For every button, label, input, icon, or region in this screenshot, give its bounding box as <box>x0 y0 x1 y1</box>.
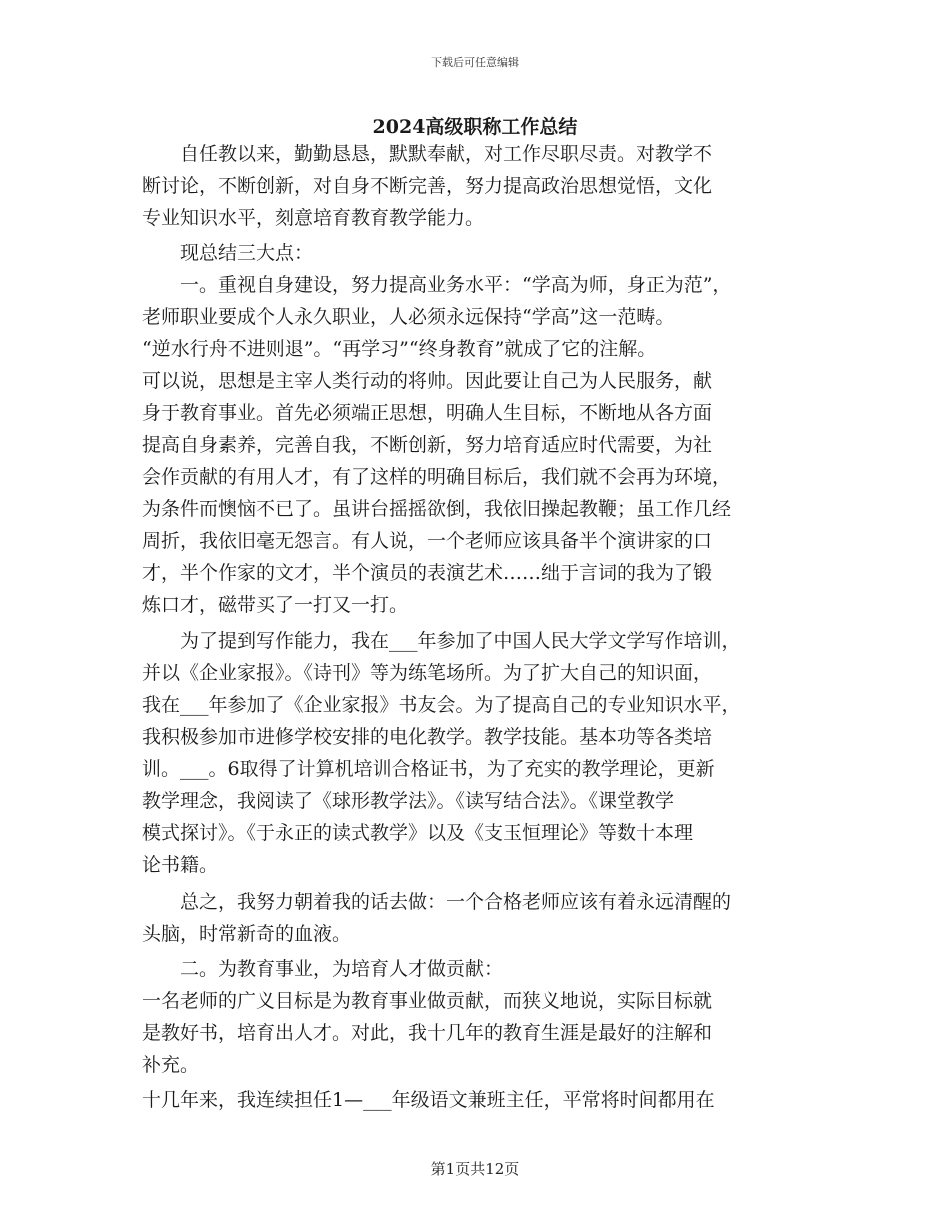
body-line: 二。为教育事业，为培育人才做贡献： <box>142 958 504 980</box>
body-line: 才，半个作家的文才，半个演员的表演艺术……绌于言词的我为了锻 <box>142 562 713 584</box>
body-line: 周折，我依旧毫无怨言。有人说，一个老师应该具备半个演讲家的口 <box>142 530 713 552</box>
document-title: 2024高级职称工作总结 <box>372 116 578 138</box>
body-line: 断讨论，不断创新，对自身不断完善，努力提高政治思想觉悟，文化 <box>142 175 713 197</box>
body-line: 总之，我努力朝着我的话去做：一个合格老师应该有着永远清醒的 <box>142 891 732 913</box>
body-line: 为条件而懊恼不已了。虽讲台摇摇欲倒，我依旧操起教鞭；虽工作几经 <box>142 498 732 520</box>
body-line: 炼口才，磁带买了一打又一打。 <box>142 594 409 616</box>
body-line: 模式探讨》。《于永正的读式教学》以及《支玉恒理论》等数十本理 <box>142 822 694 844</box>
body-line: 头脑，时常新奇的血液。 <box>142 923 352 945</box>
body-line: 老师职业要成个人永久职业，人必须永远保持“学高”这一范畴。 <box>142 306 675 328</box>
body-line: 身于教育事业。首先必须端正思想，明确人生目标，不断地从各方面 <box>142 402 713 424</box>
body-line: 十几年来，我连续担任1—___年级语文兼班主任，平常将时间都用在 <box>142 1089 715 1111</box>
body-line: “逆水行舟不进则退”。“再学习”“终身教育”就成了它的注解。 <box>142 338 657 360</box>
body-line: 论书籍。 <box>142 854 219 876</box>
body-line: 提高自身素养，完善自我，不断创新，努力培育适应时代需要，为社 <box>142 434 713 456</box>
body-line: 我积极参加市进修学校安排的电化教学。教学技能。基本功等各类培 <box>142 726 713 748</box>
body-line: 专业知识水平，刻意培育教育教学能力。 <box>142 207 485 229</box>
body-line: 自任教以来，勤勤恳恳，默默奉献，对工作尽职尽责。对教学不 <box>142 143 713 165</box>
body-line: 我在___年参加了《企业家报》书友会。为了提高自己的专业知识水平， <box>142 694 741 716</box>
body-line: 教学理念，我阅读了《球形教学法》。《读写结合法》。《课堂教学 <box>142 790 675 812</box>
body-line: 现总结三大点： <box>142 242 314 264</box>
page-number-footer: 第1页共12页 <box>430 1160 520 1178</box>
body-line: 是教好书，培育出人才。对此，我十几年的教育生涯是最好的注解和 <box>142 1022 713 1044</box>
body-line: 会作贡献的有用人才，有了这样的明确目标后，我们就不会再为环境， <box>142 466 732 488</box>
body-line: 并以《企业家报》。《诗刊》等为练笔场所。为了扩大自己的知识面， <box>142 662 713 684</box>
body-line: 一名老师的广义目标是为教育事业做贡献，而狭义地说，实际目标就 <box>142 990 713 1012</box>
body-line: 训。___。6取得了计算机培训合格证书，为了充实的教学理论，更新 <box>142 758 715 780</box>
body-line: 补充。 <box>142 1054 200 1076</box>
body-line: 可以说，思想是主宰人类行动的将帅。因此要让自己为人民服务，献 <box>142 370 713 392</box>
page-header-note: 下载后可任意编辑 <box>431 56 519 69</box>
body-line: 一。重视自身建设，努力提高业务水平：“学高为师，身正为范”， <box>142 274 732 296</box>
body-line: 为了提到写作能力，我在___年参加了中国人民大学文学写作培训， <box>142 630 741 652</box>
